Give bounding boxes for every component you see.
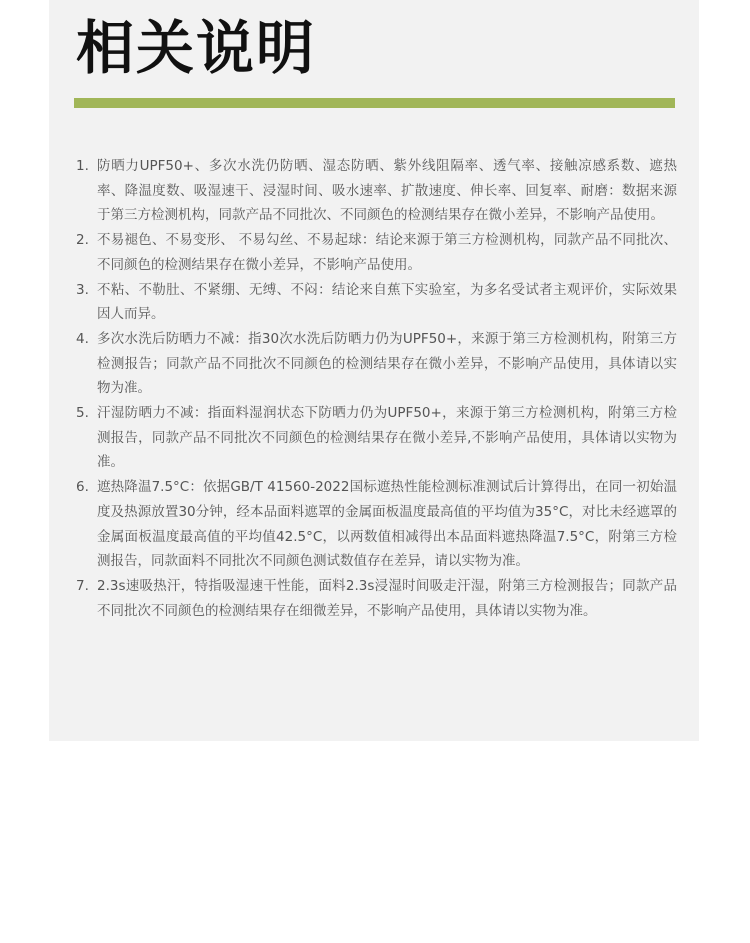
note-number: 7.: [76, 577, 89, 594]
note-item: [76, 278, 677, 327]
note-number: 5.: [76, 405, 89, 422]
note-text: 汗湿防晒力不减：指面料湿润状态下防晒力仍为UPF50+，来源于第三方检测机构，附第三方检测报告，同款产品不同批次不同颜色的检测结果存在微小差异,不影响产品使用，具体请以实物为准。: [97, 405, 677, 471]
notes-panel: [49, 0, 699, 741]
note-text: 多次水洗后防晒力不减：指30次水洗后防晒力仍为UPF50+，来源于第三方检测机构，附第三方检测报告；同款产品不同批次不同颜色的检测结果存在微小差异，不影响产品使用，具体请以实物为准。: [97, 330, 677, 397]
note-item: [76, 154, 677, 228]
note-number: 4.: [76, 330, 89, 347]
note-text: 不粘、不勒肚、不紧绷、无缚、不闷：结论来自蕉下实验室，为多名受试者主观评价，实际效果因人而异。: [97, 281, 677, 323]
note-item: [76, 475, 677, 574]
note-text: 防晒力UPF50+、多次水洗仍防晒、湿态防晒、紫外线阻隔率、透气率、接触凉感系数、遮热率、降温度数、吸湿速干、浸湿时间、吸水速率、扩散速度、伸长率、回复率、耐磨：数据来源于第三方检测机构，同款产品不同批次、不同颜色的检测结果存在微小差异，不影响产品使用。: [97, 158, 677, 224]
notes-list: [76, 154, 677, 623]
note-number: 6.: [76, 479, 89, 496]
title-divider: [74, 98, 675, 108]
note-number: 3.: [76, 281, 89, 298]
note-item: [76, 401, 677, 475]
note-number: 2.: [76, 232, 89, 249]
note-item: [76, 327, 677, 401]
note-item: [76, 574, 677, 623]
note-number: 1.: [76, 158, 89, 174]
note-item: [76, 228, 677, 277]
note-text: 不易褪色、不易变形、 不易勾丝、不易起球：结论来源于第三方检测机构，同款产品不同批次、不同颜色的检测结果存在微小差异，不影响产品使用。: [97, 232, 677, 273]
section-title: 相关说明: [76, 14, 317, 82]
note-text: 遮热降温7.5°C：依据GB/T 41560-2022国标遮热性能检测标准测试后计算得出，在同一初始温度及热源放置30分钟，经本品面料遮罩的金属面板温度最高值的平均值为35°C，对比未经遮罩的金属面板温度最高值的平均值42.5°C，以两数值相减得出本品面料遮热降温7.5°C，附第三方检测报告，同款面料不同批次不同颜色测试数值存在差异，请以实物为准。: [97, 479, 677, 570]
note-text: 2.3s速吸热汗，特指吸湿速干性能，面料2.3s浸湿时间吸走汗湿，附第三方检测报告；同款产品不同批次不同颜色的检测结果存在细微差异，不影响产品使用，具体请以实物为准。: [97, 577, 677, 619]
